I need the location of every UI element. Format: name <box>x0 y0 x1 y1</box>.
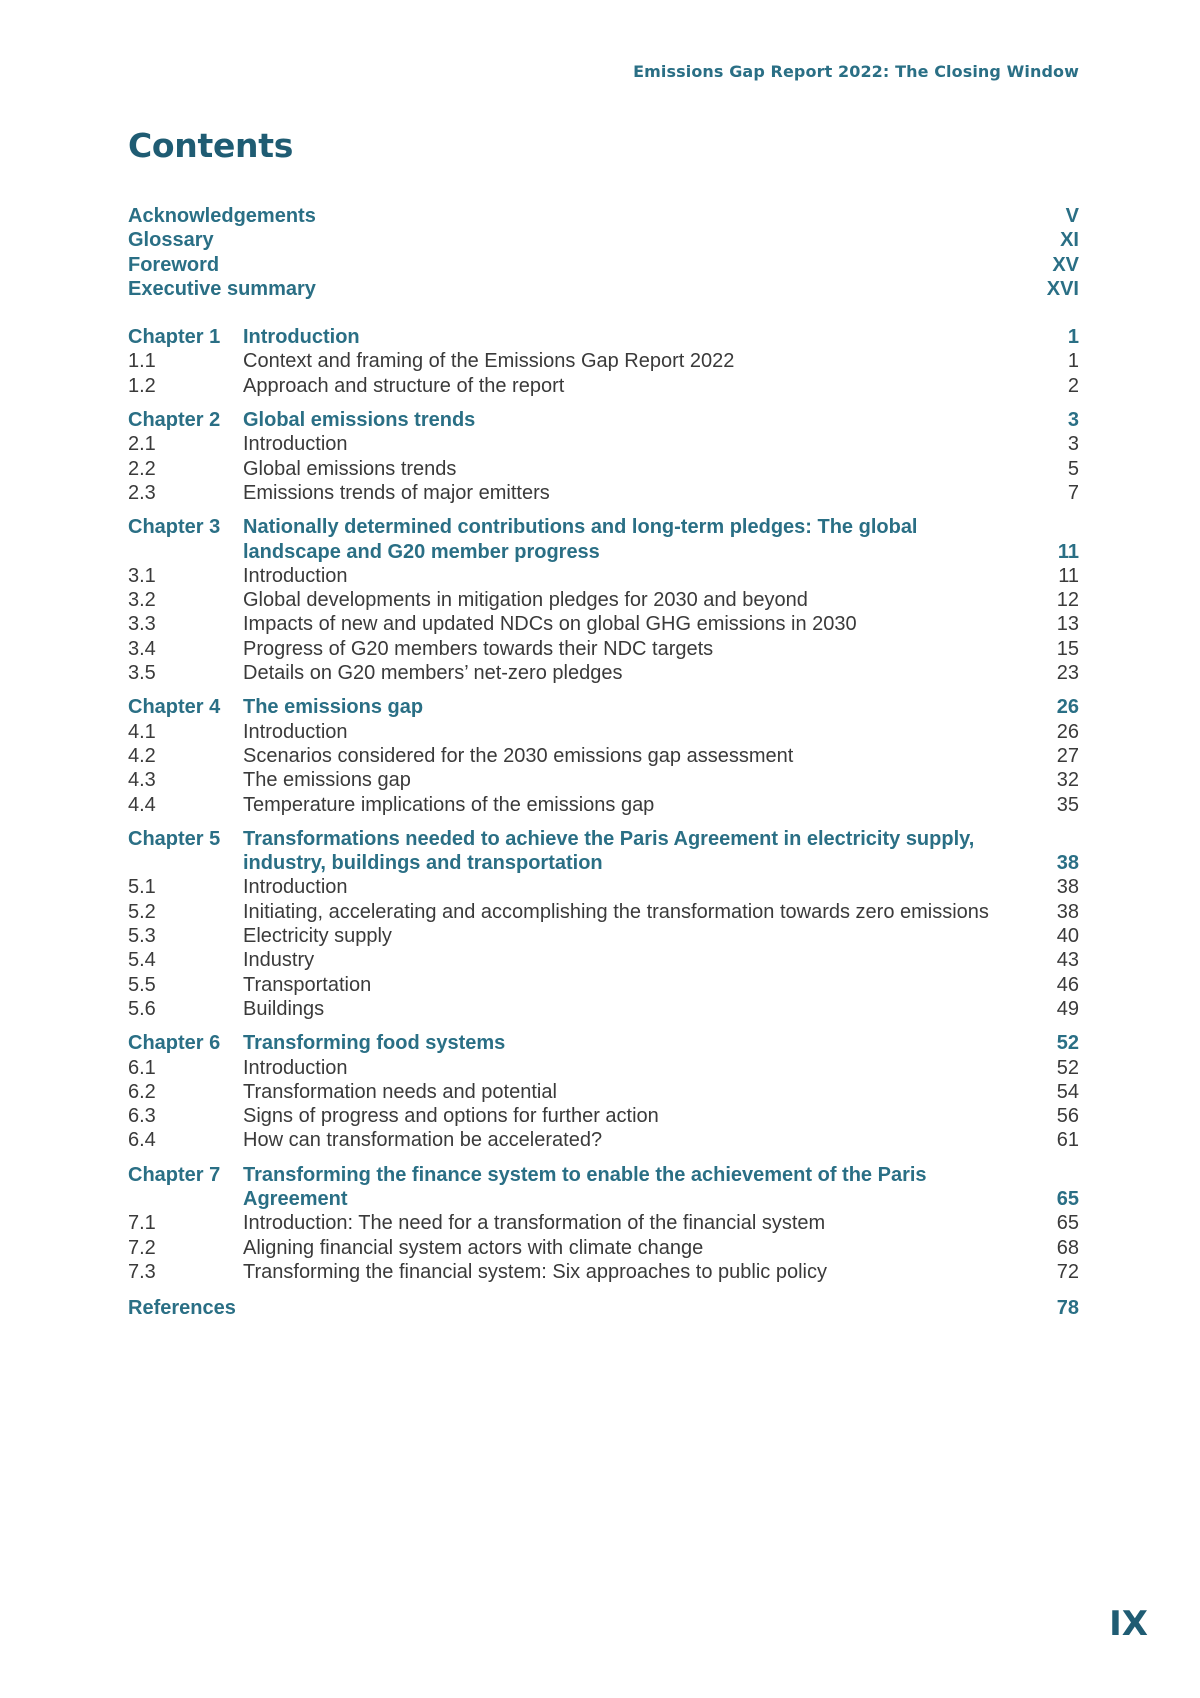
toc-entry-section[interactable] <box>128 432 1079 456</box>
toc-entry-label: Introduction <box>243 326 360 349</box>
toc-entry-label: Executive summary <box>128 277 316 300</box>
toc-entry-page: 46 <box>1056 973 1079 996</box>
toc-entry-label: Signs of progress and options for further action <box>243 1105 659 1128</box>
toc-entry-chapter[interactable] <box>128 408 1079 432</box>
toc-entry-label: Foreword <box>128 253 220 276</box>
toc-entry-label: Industry <box>243 949 315 972</box>
toc-entry-chapter[interactable] <box>128 515 1079 564</box>
toc-entry-section[interactable] <box>128 1211 1079 1235</box>
page-number: IX <box>1109 1604 1148 1644</box>
toc-entry-page: 27 <box>1056 744 1079 767</box>
toc-entry-number: 1.2 <box>128 374 156 397</box>
toc-entry-number: 3.1 <box>128 564 156 587</box>
toc-entry-front-matter[interactable] <box>128 253 1079 277</box>
toc-entry-label: Progress of G20 members towards their NDC targets <box>243 637 714 660</box>
toc-entry-label: Introduction <box>243 433 348 456</box>
toc-entry-page: 38 <box>1056 852 1079 875</box>
toc-entry-number: 5.6 <box>128 997 156 1020</box>
toc-entry-page: 68 <box>1056 1236 1079 1259</box>
toc-entry-number: 4.2 <box>128 744 156 767</box>
toc-entry-label: Context and framing of the Emissions Gap Report 2022 <box>243 350 735 373</box>
toc-entry-label: Transforming the finance system to enable the achievement of the Paris Agreement <box>243 1163 927 1210</box>
toc-entry-section[interactable] <box>128 768 1079 792</box>
toc-entry-number: 3.3 <box>128 613 156 636</box>
toc-entry-section[interactable] <box>128 457 1079 481</box>
front-matter-list <box>128 204 1079 301</box>
toc-entry-section[interactable] <box>128 661 1079 685</box>
toc-entry-label: Introduction: The need for a transformation of the financial system <box>243 1212 826 1235</box>
toc-entry-page: 52 <box>1056 1056 1079 1079</box>
toc-entry-label: The emissions gap <box>243 769 411 792</box>
toc-entry-section[interactable] <box>128 1260 1079 1284</box>
toc-entry-label: Transforming food systems <box>243 1032 506 1055</box>
toc-entry-section[interactable] <box>128 924 1079 948</box>
toc-entry-page: 65 <box>1056 1212 1079 1235</box>
toc-entry-number: 6.1 <box>128 1056 156 1079</box>
chapter-block <box>128 408 1079 505</box>
table-of-contents <box>128 204 1079 1320</box>
toc-entry-label: Glossary <box>128 229 214 252</box>
toc-entry-section[interactable] <box>128 1056 1079 1080</box>
toc-entry-number: Chapter 3 <box>128 516 221 539</box>
toc-entry-number: 2.3 <box>128 481 156 504</box>
toc-entry-page: 26 <box>1056 720 1079 743</box>
toc-entry-label: Temperature implications of the emissions gap <box>243 793 655 816</box>
toc-entry-page: 12 <box>1056 589 1079 612</box>
toc-entry-number: 6.4 <box>128 1129 156 1152</box>
toc-entry-number: Chapter 6 <box>128 1032 221 1055</box>
toc-entry-number: 4.4 <box>128 793 156 816</box>
toc-entry-label: Global emissions trends <box>243 409 476 432</box>
toc-entry-page: XV <box>1052 253 1079 276</box>
toc-entry-section[interactable] <box>128 793 1079 817</box>
toc-entry-number: 5.2 <box>128 900 156 923</box>
toc-entry-number: Chapter 5 <box>128 827 221 850</box>
toc-entry-page: 38 <box>1056 900 1079 923</box>
toc-entry-page: 78 <box>1056 1297 1079 1320</box>
toc-entry-section[interactable] <box>128 564 1079 588</box>
toc-entry-number: 6.2 <box>128 1080 156 1103</box>
toc-entry-page: 40 <box>1056 925 1079 948</box>
toc-entry-number: 2.1 <box>128 433 156 456</box>
running-header: Emissions Gap Report 2022: The Closing Window <box>633 62 1079 81</box>
toc-entry-label: Transformation needs and potential <box>243 1080 557 1103</box>
toc-entry-page: 3 <box>1067 433 1079 456</box>
toc-entry-number: Chapter 1 <box>128 326 221 349</box>
toc-entry-label: Introduction <box>243 720 348 743</box>
toc-entry-page: 56 <box>1056 1105 1079 1128</box>
toc-entry-label: Nationally determined contributions and long-term pledges: The global landscape and G20 member progress <box>243 516 918 563</box>
toc-entry-section[interactable] <box>128 1236 1079 1260</box>
page-title: Contents <box>128 126 294 165</box>
toc-entry-page: 35 <box>1056 793 1079 816</box>
toc-entry-page: XI <box>1060 229 1079 252</box>
toc-entry-number: Chapter 2 <box>128 409 221 432</box>
toc-entry-section[interactable] <box>128 588 1079 612</box>
toc-entry-page: 11 <box>1057 540 1079 563</box>
toc-entry-label: Scenarios considered for the 2030 emissions gap assessment <box>243 744 794 767</box>
toc-entry-number: 4.3 <box>128 769 156 792</box>
toc-entry-section[interactable] <box>128 1128 1079 1152</box>
toc-entry-label: The emissions gap <box>243 696 424 719</box>
toc-entry-label: Global developments in mitigation pledges for 2030 and beyond <box>243 589 808 612</box>
toc-entry-label: Acknowledgements <box>128 205 316 227</box>
toc-entry-page: 54 <box>1056 1080 1079 1103</box>
chapter-block <box>128 1031 1079 1152</box>
toc-entry-label: Transportation <box>243 973 372 996</box>
toc-entry-section[interactable] <box>128 1104 1079 1128</box>
toc-entry-page: 23 <box>1056 662 1079 685</box>
toc-entry-number: 5.5 <box>128 973 156 996</box>
chapter-block <box>128 695 1079 816</box>
chapter-block <box>128 1163 1079 1284</box>
toc-entry-page: 5 <box>1067 457 1079 480</box>
toc-entry-section[interactable] <box>128 997 1079 1021</box>
toc-entry-page: 38 <box>1056 876 1079 899</box>
toc-entry-label: Initiating, accelerating and accomplishing the transformation towards zero emissions <box>243 900 989 923</box>
toc-entry-page: 52 <box>1056 1032 1079 1055</box>
toc-entry-section[interactable] <box>128 900 1079 924</box>
toc-entry-front-matter[interactable] <box>128 228 1079 252</box>
toc-entry-number: 7.2 <box>128 1236 156 1259</box>
toc-entry-chapter[interactable] <box>128 1031 1079 1055</box>
toc-entry-page: 49 <box>1056 997 1079 1020</box>
toc-entry-section[interactable] <box>128 973 1079 997</box>
chapter-block <box>128 827 1079 1021</box>
toc-entry-page: 1 <box>1067 350 1079 373</box>
toc-entry-number: 7.1 <box>128 1212 156 1235</box>
toc-entry-page: 72 <box>1056 1260 1079 1283</box>
toc-entry-references[interactable] <box>128 1296 1079 1320</box>
toc-entry-number: 1.1 <box>128 350 156 373</box>
toc-entry-label: Impacts of new and updated NDCs on global GHG emissions in 2030 <box>243 613 857 636</box>
chapter-list <box>128 325 1079 1284</box>
toc-entry-number: 2.2 <box>128 457 156 480</box>
toc-entry-label: Buildings <box>243 997 325 1020</box>
toc-entry-label: Introduction <box>243 876 348 899</box>
toc-entry-section[interactable] <box>128 374 1079 398</box>
toc-entry-section[interactable] <box>128 948 1079 972</box>
toc-entry-label: Global emissions trends <box>243 457 457 480</box>
chapter-block <box>128 515 1079 685</box>
toc-entry-label: Electricity supply <box>243 925 392 948</box>
toc-entry-front-matter[interactable] <box>128 277 1079 301</box>
toc-entry-number: 6.3 <box>128 1105 156 1128</box>
toc-entry-label: Introduction <box>243 564 348 587</box>
toc-entry-section[interactable] <box>128 744 1079 768</box>
toc-entry-page: 13 <box>1056 613 1079 636</box>
toc-entry-page: 7 <box>1067 481 1079 504</box>
toc-entry-page: V <box>1065 205 1079 227</box>
toc-entry-label: How can transformation be accelerated? <box>243 1129 603 1152</box>
toc-entry-label: Details on G20 members’ net-zero pledges <box>243 662 623 685</box>
toc-entry-page: XVI <box>1046 277 1079 300</box>
toc-entry-page: 61 <box>1056 1129 1079 1152</box>
toc-entry-label: Transforming the financial system: Six approaches to public policy <box>243 1260 827 1283</box>
toc-entry-section[interactable] <box>128 612 1079 636</box>
toc-entry-page: 2 <box>1067 374 1079 397</box>
toc-entry-chapter[interactable] <box>128 695 1079 719</box>
toc-entry-page: 26 <box>1056 696 1079 719</box>
toc-entry-number: Chapter 4 <box>128 696 221 719</box>
toc-entry-label: Introduction <box>243 1056 348 1079</box>
toc-entry-label: References <box>128 1297 236 1320</box>
toc-entry-section[interactable] <box>128 349 1079 373</box>
toc-entry-label: Aligning financial system actors with climate change <box>243 1236 704 1259</box>
toc-entry-section[interactable] <box>128 720 1079 744</box>
toc-entry-page: 43 <box>1056 949 1079 972</box>
toc-entry-label: Approach and structure of the report <box>243 374 565 397</box>
toc-entry-chapter[interactable] <box>128 1163 1079 1212</box>
chapter-block <box>128 325 1079 398</box>
toc-entry-page: 11 <box>1058 564 1079 587</box>
toc-entry-page: 65 <box>1056 1187 1079 1210</box>
toc-entry-number: 3.5 <box>128 662 156 685</box>
toc-entry-page: 32 <box>1056 769 1079 792</box>
toc-entry-number: 7.3 <box>128 1260 156 1283</box>
toc-entry-section[interactable] <box>128 481 1079 505</box>
toc-entry-number: 5.4 <box>128 949 156 972</box>
toc-entry-page: 1 <box>1067 326 1079 349</box>
toc-entry-label: Transformations needed to achieve the Paris Agreement in electricity supply, industry, buildings and transportation <box>243 827 975 875</box>
toc-entry-page: 15 <box>1056 637 1079 660</box>
toc-entry-front-matter[interactable] <box>128 204 1079 228</box>
toc-entry-section[interactable] <box>128 637 1079 661</box>
toc-entry-number: 3.2 <box>128 589 156 612</box>
toc-entry-number: 5.1 <box>128 876 156 899</box>
toc-entry-chapter[interactable] <box>128 827 1079 876</box>
toc-entry-number: Chapter 7 <box>128 1163 221 1186</box>
toc-entry-page: 3 <box>1067 409 1079 432</box>
toc-entry-section[interactable] <box>128 1080 1079 1104</box>
toc-entry-label: Emissions trends of major emitters <box>243 481 550 504</box>
toc-entry-number: 4.1 <box>128 720 156 743</box>
toc-entry-number: 3.4 <box>128 637 156 660</box>
toc-entry-number: 5.3 <box>128 925 156 948</box>
toc-entry-section[interactable] <box>128 875 1079 899</box>
toc-entry-chapter[interactable] <box>128 325 1079 349</box>
